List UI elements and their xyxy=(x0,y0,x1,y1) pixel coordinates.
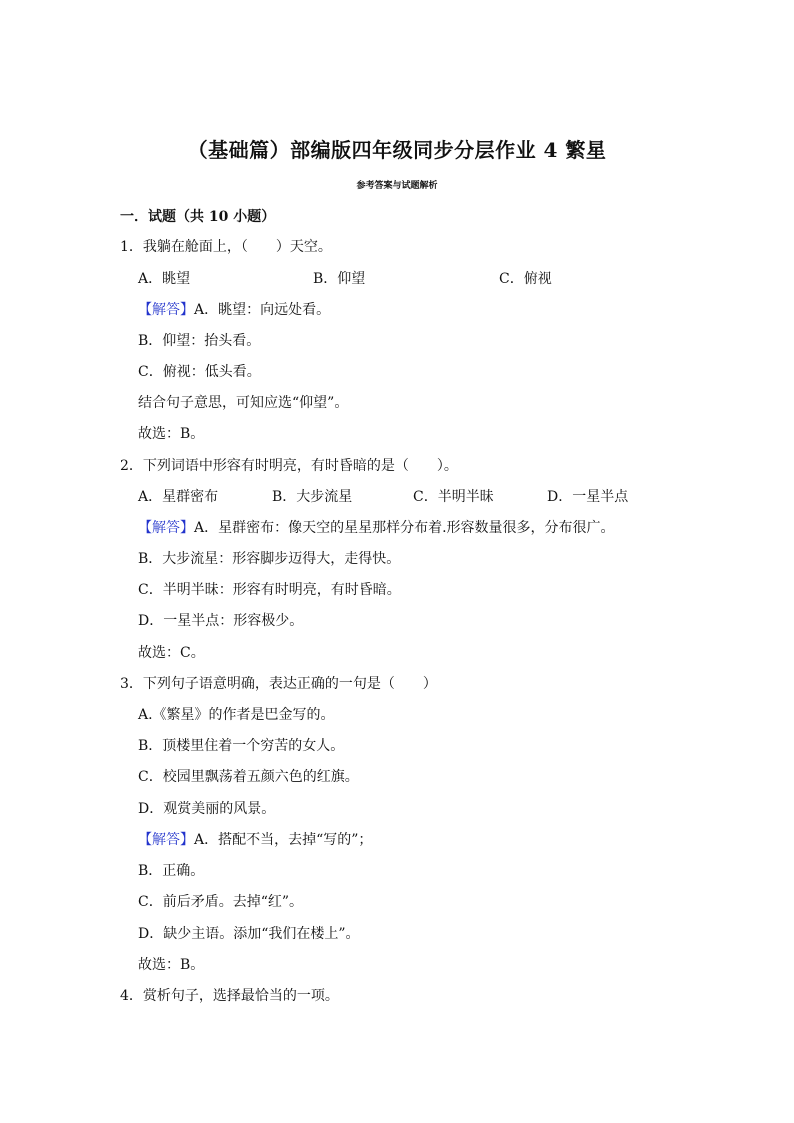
question-3-stem: 3．下列句子语意明确，表达正确的一句是（ ） xyxy=(120,676,437,692)
question-2-option-b: B．大步流星 xyxy=(272,489,353,505)
question-3-answer-line-1 xyxy=(138,831,372,849)
answer-text: A．搭配不当，去掉“写的”； xyxy=(194,832,373,848)
question-1-answer-line-3: C．俯视：低头看。 xyxy=(138,364,261,380)
question-3-answer-line-4: D．缺少主语。添加“我们在楼上”。 xyxy=(138,926,360,942)
answer-tag: 【解答】 xyxy=(138,832,194,848)
question-2-answer-line-4: D．一星半点：形容极少。 xyxy=(138,613,304,629)
question-2-stem: 2．下列词语中形容有时明亮，有时昏暗的是（ ）。 xyxy=(120,458,458,474)
question-3-choice: 故选：B。 xyxy=(138,957,205,973)
question-3-option-c: C．校园里飘荡着五颜六色的红旗。 xyxy=(138,769,359,785)
question-3-option-a: A.《繁星》的作者是巴金写的。 xyxy=(138,707,335,723)
section-heading: 一．试题（共 10 小题） xyxy=(120,209,276,225)
document-subtitle: 参考答案与试题解析 xyxy=(356,181,438,191)
question-4-stem: 4．赏析句子，选择最恰当的一项。 xyxy=(120,988,339,1004)
question-3-answer-line-2: B．正确。 xyxy=(138,863,205,879)
answer-tag: 【解答】 xyxy=(138,302,194,318)
question-2-option-a: A．星群密布 xyxy=(138,489,219,505)
question-1-option-b: B．仰望 xyxy=(313,271,366,287)
question-2-option-d: D．一星半点 xyxy=(547,489,629,505)
answer-text: A．眺望：向远处看。 xyxy=(194,302,331,318)
question-1-answer-line-2: B．仰望：抬头看。 xyxy=(138,333,261,349)
question-1-option-c: C．俯视 xyxy=(499,271,552,287)
question-2-answer-line-3: C．半明半昧：形容有时明亮，有时昏暗。 xyxy=(138,582,401,598)
question-3-option-b: B．顶楼里住着一个穷苦的女人。 xyxy=(138,738,345,754)
question-1-option-a: A．眺望 xyxy=(138,271,191,287)
question-2-option-c: C．半明半昧 xyxy=(413,489,494,505)
answer-tag: 【解答】 xyxy=(138,520,194,536)
question-1-stem: 1．我躺在舱面上，（ ）天空。 xyxy=(120,239,332,255)
question-2-answer-line-2: B．大步流星：形容脚步迈得大，走得快。 xyxy=(138,551,401,567)
question-1-choice: 故选：B。 xyxy=(138,426,205,442)
question-3-answer-line-3: C．前后矛盾。去掉“红”。 xyxy=(138,894,304,910)
answer-text: A．星群密布：像天空的星星那样分布着.形容数量很多，分布很广。 xyxy=(194,520,615,536)
question-2-choice: 故选：C。 xyxy=(138,645,205,661)
document-title: （基础篇）部编版四年级同步分层作业 4 繁星 xyxy=(187,138,607,162)
question-2-answer-line-1 xyxy=(138,519,615,537)
question-1-answer-line-4: 结合句子意思，可知应选“仰望”。 xyxy=(138,395,349,411)
question-1-answer-line-1 xyxy=(138,301,330,319)
question-3-option-d: D．观赏美丽的风景。 xyxy=(138,801,276,817)
